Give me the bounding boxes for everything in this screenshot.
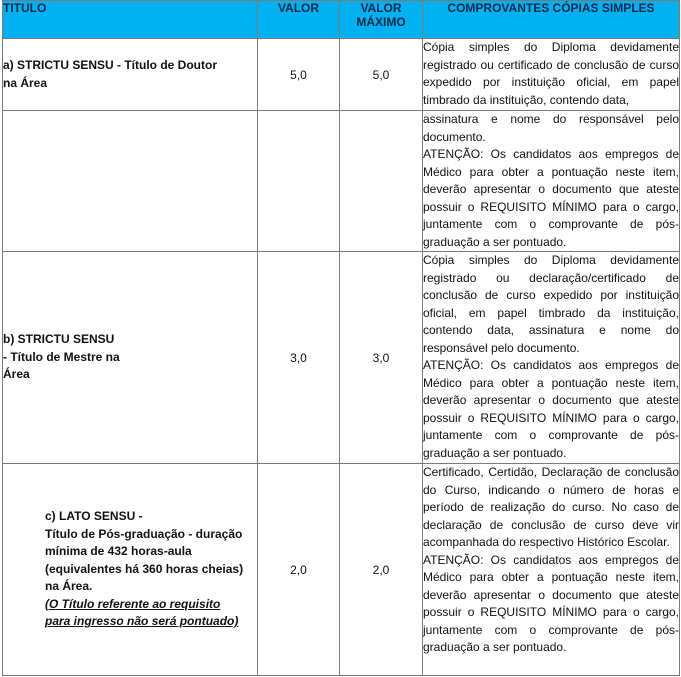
row-c-atencao: ATENÇÃO: Os candidatos aos empregos de Médico para obter a pontuação neste item, deverão apresentar o documento que ateste possuir o REQUISITO MÍNIMO para o cargo, juntamente com o comprovante de pós-graduação a ser pontuado. <box>423 552 679 654</box>
row-a-continuation-empty-3 <box>340 111 423 252</box>
row-c-title-note: (O Título referente ao requisito para ingresso não será pontuado) <box>45 596 239 629</box>
row-b-comprovante-text: Cópia simples do Diploma devidamente registrado ou declaração/certificado de conclusão de curso expedido por instituição oficial, em papel timbrado da instituição, contendo data, assinatura e nome do responsável pelo documento. <box>423 253 679 355</box>
row-a-title <box>3 39 258 111</box>
header-valor-maximo-line2: MÁXIMO <box>356 15 406 29</box>
row-b-title-line3: Área <box>3 367 30 382</box>
row-b-title-line2: - Título de Mestre na <box>3 349 120 364</box>
table-row-a-continuation <box>3 111 680 252</box>
row-c-title-line2: Título de Pós-graduação - duração mínima de 432 horas-aula (equivalentes há 360 horas cheias) na Área. <box>45 526 244 594</box>
row-b-title <box>3 252 258 464</box>
row-a-continuation-comprovante <box>423 111 680 252</box>
header-comprovantes: COMPROVANTES CÓPIAS SIMPLES <box>423 1 680 39</box>
row-c-title-line1: c) LATO SENSU - <box>45 509 143 524</box>
row-a-comprovante <box>423 39 680 111</box>
row-b-valor: 3,0 <box>258 252 340 464</box>
row-a-title-line1: a) STRICTU SENSU - Título de Doutor <box>3 58 217 72</box>
row-b-comprovante <box>423 252 680 464</box>
row-c-valor: 2,0 <box>258 464 340 676</box>
scoring-table <box>2 0 680 676</box>
row-b-atencao: ATENÇÃO: Os candidatos aos empregos de Médico para obter a pontuação neste item, deverão apresentar o documento que ateste possuir o REQUISITO MÍNIMO para o cargo, juntamente com o comprovante de pós-graduação a ser pontuado. <box>423 358 679 460</box>
table-row-a <box>3 39 680 111</box>
row-a-valor: 5,0 <box>258 39 340 111</box>
header-row <box>3 1 680 39</box>
row-c-valor-maximo: 2,0 <box>340 464 423 676</box>
row-a-continuation-text: assinatura e nome do responsável pelo documento. <box>423 112 679 144</box>
row-a-title-line2: na Área <box>3 75 48 90</box>
header-valor-maximo-line1: VALOR <box>360 1 402 15</box>
row-a-continuation-empty-2 <box>258 111 340 252</box>
header-valor-maximo <box>340 1 423 39</box>
row-c-comprovante <box>423 464 680 676</box>
row-a-comprovante-text: Cópia simples do Diploma devidamente registrado ou certificado de conclusão de curso expedido por instituição oficial, em papel timbrado da instituição, contendo data, <box>423 40 679 107</box>
header-valor: VALOR <box>258 1 340 39</box>
row-a-valor-maximo: 5,0 <box>340 39 423 111</box>
header-titulo: TITULO <box>3 1 258 39</box>
row-c-title <box>3 464 258 676</box>
table-row-b <box>3 252 680 464</box>
row-a-atencao: ATENÇÃO: Os candidatos aos empregos de Médico para obter a pontuação neste item, deverão apresentar o documento que ateste possuir o REQUISITO MÍNIMO para o cargo, juntamente com o comprovante de pós-graduação a ser pontuado. <box>423 147 679 249</box>
row-b-title-line1: b) STRICTU SENSU <box>3 332 115 347</box>
row-c-comprovante-text: Certificado, Certidão, Declaração de conclusão do Curso, indicando o número de horas e período de realização do curso. No caso de declaração de conclusão de curso deve vir acompanhada do respectivo Histórico Escolar. <box>423 465 679 549</box>
row-b-valor-maximo: 3,0 <box>340 252 423 464</box>
table-row-c <box>3 464 680 676</box>
row-a-continuation-empty-1 <box>3 111 258 252</box>
